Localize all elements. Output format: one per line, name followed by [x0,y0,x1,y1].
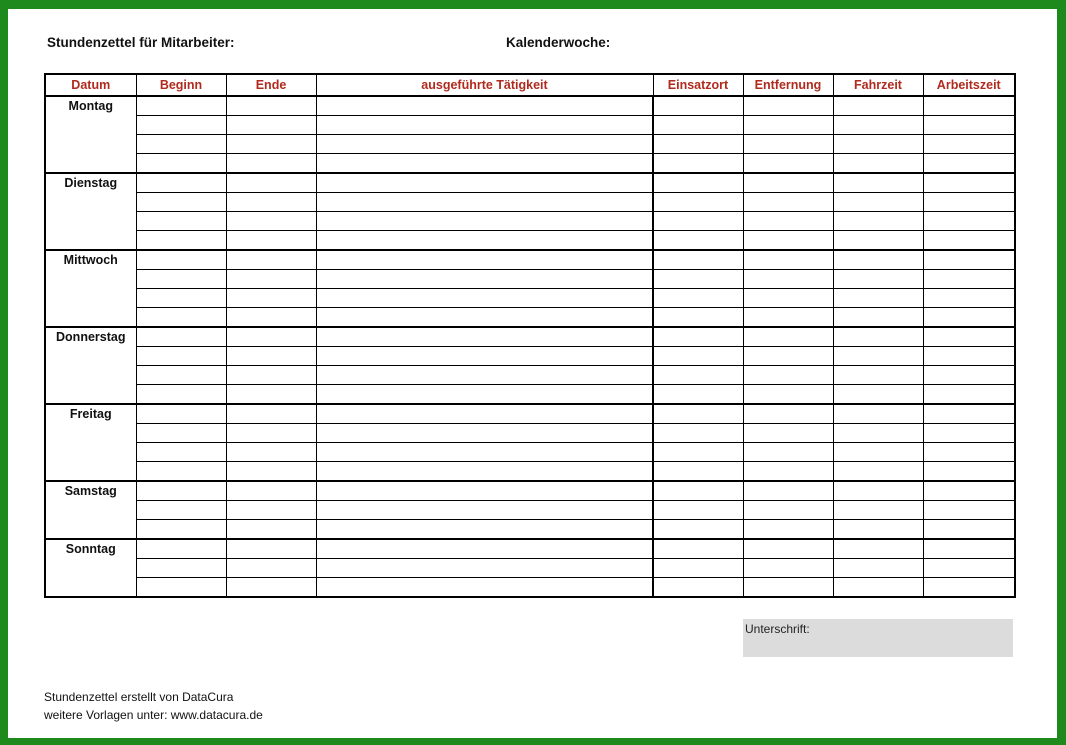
entry-cell[interactable] [136,366,226,385]
table-row [45,347,1015,366]
page-title: Stundenzettel für Mitarbeiter: [47,35,235,50]
entry-cell[interactable] [136,462,226,482]
entry-cell[interactable] [653,559,743,578]
entry-cell[interactable] [136,443,226,462]
table-row [45,501,1015,520]
entry-cell[interactable] [743,520,833,540]
day-label: Dienstag [45,173,136,250]
entry-cell[interactable] [316,289,653,308]
entry-cell[interactable] [923,501,1015,520]
table-header-row [45,74,1015,96]
entry-cell[interactable] [316,578,653,598]
entry-cell[interactable] [743,116,833,135]
entry-cell[interactable] [923,289,1015,308]
entry-cell[interactable] [226,308,316,328]
entry-cell[interactable] [136,173,226,193]
entry-cell[interactable] [136,347,226,366]
entry-cell[interactable] [226,385,316,405]
entry-cell[interactable] [226,173,316,193]
timesheet-table [44,73,1016,598]
entry-cell[interactable] [653,308,743,328]
entry-cell[interactable] [316,424,653,443]
entry-cell[interactable] [226,404,316,424]
table-row [45,385,1015,405]
entry-cell[interactable] [743,327,833,347]
entry-cell[interactable] [923,116,1015,135]
entry-cell[interactable] [226,154,316,174]
entry-cell[interactable] [316,135,653,154]
entry-cell[interactable] [136,154,226,174]
entry-cell[interactable] [923,539,1015,559]
entry-cell[interactable] [743,385,833,405]
entry-cell[interactable] [316,250,653,270]
entry-cell[interactable] [136,231,226,251]
entry-cell[interactable] [226,366,316,385]
entry-cell[interactable] [653,462,743,482]
entry-cell[interactable] [653,250,743,270]
entry-cell[interactable] [316,559,653,578]
column-header: Einsatzort [653,74,743,96]
table-row [45,578,1015,598]
entry-cell[interactable] [136,270,226,289]
entry-cell[interactable] [316,404,653,424]
entry-cell[interactable] [743,443,833,462]
entry-cell[interactable] [743,212,833,231]
entry-cell[interactable] [316,347,653,366]
entry-cell[interactable] [743,366,833,385]
day-label: Samstag [45,481,136,539]
entry-cell[interactable] [743,404,833,424]
footer-credit: Stundenzettel erstellt von DataCura [44,690,234,704]
entry-cell[interactable] [743,481,833,501]
entry-cell[interactable] [136,578,226,598]
entry-cell[interactable] [316,327,653,347]
entry-cell[interactable] [833,270,923,289]
entry-cell[interactable] [226,96,316,116]
entry-cell[interactable] [316,462,653,482]
column-header: Datum [45,74,136,96]
column-header: Ende [226,74,316,96]
entry-cell[interactable] [653,520,743,540]
entry-cell[interactable] [923,96,1015,116]
table-row [45,520,1015,540]
entry-cell[interactable] [226,231,316,251]
entry-cell[interactable] [316,481,653,501]
table-row [45,96,1015,116]
footer-link[interactable]: weitere Vorlagen unter: www.datacura.de [44,708,263,722]
entry-cell[interactable] [923,212,1015,231]
entry-cell[interactable] [316,308,653,328]
entry-cell[interactable] [653,366,743,385]
entry-cell[interactable] [833,173,923,193]
entry-cell[interactable] [226,578,316,598]
entry-cell[interactable] [833,404,923,424]
entry-cell[interactable] [226,289,316,308]
entry-cell[interactable] [653,539,743,559]
entry-cell[interactable] [136,327,226,347]
entry-cell[interactable] [316,501,653,520]
day-label: Donnerstag [45,327,136,404]
entry-cell[interactable] [743,347,833,366]
entry-cell[interactable] [226,520,316,540]
entry-cell[interactable] [743,559,833,578]
entry-cell[interactable] [923,404,1015,424]
entry-cell[interactable] [833,559,923,578]
entry-cell[interactable] [833,481,923,501]
entry-cell[interactable] [923,424,1015,443]
entry-cell[interactable] [653,289,743,308]
entry-cell[interactable] [833,520,923,540]
entry-cell[interactable] [653,96,743,116]
entry-cell[interactable] [136,520,226,540]
entry-cell[interactable] [743,250,833,270]
entry-cell[interactable] [833,385,923,405]
entry-cell[interactable] [743,135,833,154]
entry-cell[interactable] [136,501,226,520]
entry-cell[interactable] [226,501,316,520]
column-header: Beginn [136,74,226,96]
entry-cell[interactable] [653,270,743,289]
entry-cell[interactable] [923,385,1015,405]
entry-cell[interactable] [923,270,1015,289]
table-row [45,366,1015,385]
day-label: Freitag [45,404,136,481]
entry-cell[interactable] [743,231,833,251]
entry-cell[interactable] [743,539,833,559]
entry-cell[interactable] [923,308,1015,328]
entry-cell[interactable] [653,443,743,462]
table-row [45,116,1015,135]
entry-cell[interactable] [653,347,743,366]
entry-cell[interactable] [136,116,226,135]
entry-cell[interactable] [833,366,923,385]
column-header: Entfernung [743,74,833,96]
calendar-week-label: Kalenderwoche: [506,35,611,50]
table-row [45,289,1015,308]
table-row [45,231,1015,251]
table-row [45,462,1015,482]
entry-cell[interactable] [743,193,833,212]
entry-cell[interactable] [226,347,316,366]
entry-cell[interactable] [833,212,923,231]
entry-cell[interactable] [653,193,743,212]
entry-cell[interactable] [833,250,923,270]
entry-cell[interactable] [136,135,226,154]
entry-cell[interactable] [923,193,1015,212]
entry-cell[interactable] [226,443,316,462]
entry-cell[interactable] [833,327,923,347]
entry-cell[interactable] [833,154,923,174]
entry-cell[interactable] [653,501,743,520]
entry-cell[interactable] [743,308,833,328]
table-row [45,443,1015,462]
entry-cell[interactable] [226,212,316,231]
entry-cell[interactable] [743,462,833,482]
entry-cell[interactable] [316,173,653,193]
entry-cell[interactable] [226,270,316,289]
entry-cell[interactable] [833,539,923,559]
entry-cell[interactable] [743,96,833,116]
entry-cell[interactable] [653,578,743,598]
entry-cell[interactable] [833,501,923,520]
table-row [45,539,1015,559]
entry-cell[interactable] [653,212,743,231]
entry-cell[interactable] [653,173,743,193]
entry-cell[interactable] [923,347,1015,366]
entry-cell[interactable] [316,193,653,212]
entry-cell[interactable] [833,462,923,482]
table-row [45,212,1015,231]
entry-cell[interactable] [226,424,316,443]
entry-cell[interactable] [226,250,316,270]
entry-cell[interactable] [923,462,1015,482]
signature-field[interactable] [743,619,1013,657]
entry-cell[interactable] [226,481,316,501]
table-row [45,404,1015,424]
entry-cell[interactable] [136,539,226,559]
entry-cell[interactable] [316,443,653,462]
day-label: Montag [45,96,136,173]
entry-cell[interactable] [316,116,653,135]
table-row [45,308,1015,328]
entry-cell[interactable] [833,308,923,328]
entry-cell[interactable] [923,366,1015,385]
table-row [45,270,1015,289]
entry-cell[interactable] [136,424,226,443]
entry-cell[interactable] [743,501,833,520]
entry-cell[interactable] [136,559,226,578]
table-row [45,154,1015,174]
table-row [45,173,1015,193]
entry-cell[interactable] [923,559,1015,578]
entry-cell[interactable] [833,231,923,251]
entry-cell[interactable] [226,559,316,578]
entry-cell[interactable] [833,96,923,116]
entry-cell[interactable] [653,481,743,501]
table-row [45,250,1015,270]
entry-cell[interactable] [743,173,833,193]
table-row [45,559,1015,578]
entry-cell[interactable] [226,539,316,559]
entry-cell[interactable] [136,212,226,231]
table-row [45,193,1015,212]
signature-label: Unterschrift: [745,622,810,636]
entry-cell[interactable] [923,578,1015,598]
entry-cell[interactable] [226,193,316,212]
entry-cell[interactable] [136,250,226,270]
entry-cell[interactable] [923,520,1015,540]
entry-cell[interactable] [833,443,923,462]
entry-cell[interactable] [743,578,833,598]
entry-cell[interactable] [136,481,226,501]
entry-cell[interactable] [316,539,653,559]
entry-cell[interactable] [136,385,226,405]
entry-cell[interactable] [923,443,1015,462]
entry-cell[interactable] [923,327,1015,347]
column-header: Fahrzeit [833,74,923,96]
entry-cell[interactable] [653,231,743,251]
entry-cell[interactable] [833,347,923,366]
table-row [45,135,1015,154]
column-header: Arbeitszeit [923,74,1015,96]
entry-cell[interactable] [743,270,833,289]
entry-cell[interactable] [136,404,226,424]
entry-cell[interactable] [923,231,1015,251]
entry-cell[interactable] [653,116,743,135]
entry-cell[interactable] [743,154,833,174]
entry-cell[interactable] [316,154,653,174]
entry-cell[interactable] [653,154,743,174]
entry-cell[interactable] [226,116,316,135]
entry-cell[interactable] [136,289,226,308]
entry-cell[interactable] [923,154,1015,174]
entry-cell[interactable] [136,308,226,328]
entry-cell[interactable] [226,135,316,154]
entry-cell[interactable] [743,424,833,443]
entry-cell[interactable] [136,96,226,116]
table-row [45,424,1015,443]
entry-cell[interactable] [653,327,743,347]
entry-cell[interactable] [316,520,653,540]
column-header: ausgeführte Tätigkeit [316,74,653,96]
entry-cell[interactable] [833,424,923,443]
entry-cell[interactable] [316,270,653,289]
day-label: Mittwoch [45,250,136,327]
entry-cell[interactable] [833,116,923,135]
entry-cell[interactable] [653,385,743,405]
entry-cell[interactable] [923,173,1015,193]
entry-cell[interactable] [316,385,653,405]
entry-cell[interactable] [833,135,923,154]
table-row [45,481,1015,501]
entry-cell[interactable] [316,212,653,231]
entry-cell[interactable] [923,135,1015,154]
entry-cell[interactable] [316,231,653,251]
table-row [45,327,1015,347]
entry-cell[interactable] [923,250,1015,270]
day-label: Sonntag [45,539,136,597]
entry-cell[interactable] [653,424,743,443]
entry-cell[interactable] [316,96,653,116]
table-body [45,96,1015,597]
entry-cell[interactable] [226,327,316,347]
entry-cell[interactable] [923,481,1015,501]
entry-cell[interactable] [136,193,226,212]
entry-cell[interactable] [226,462,316,482]
entry-cell[interactable] [653,404,743,424]
entry-cell[interactable] [653,135,743,154]
entry-cell[interactable] [833,289,923,308]
entry-cell[interactable] [743,289,833,308]
entry-cell[interactable] [833,578,923,598]
entry-cell[interactable] [316,366,653,385]
entry-cell[interactable] [833,193,923,212]
